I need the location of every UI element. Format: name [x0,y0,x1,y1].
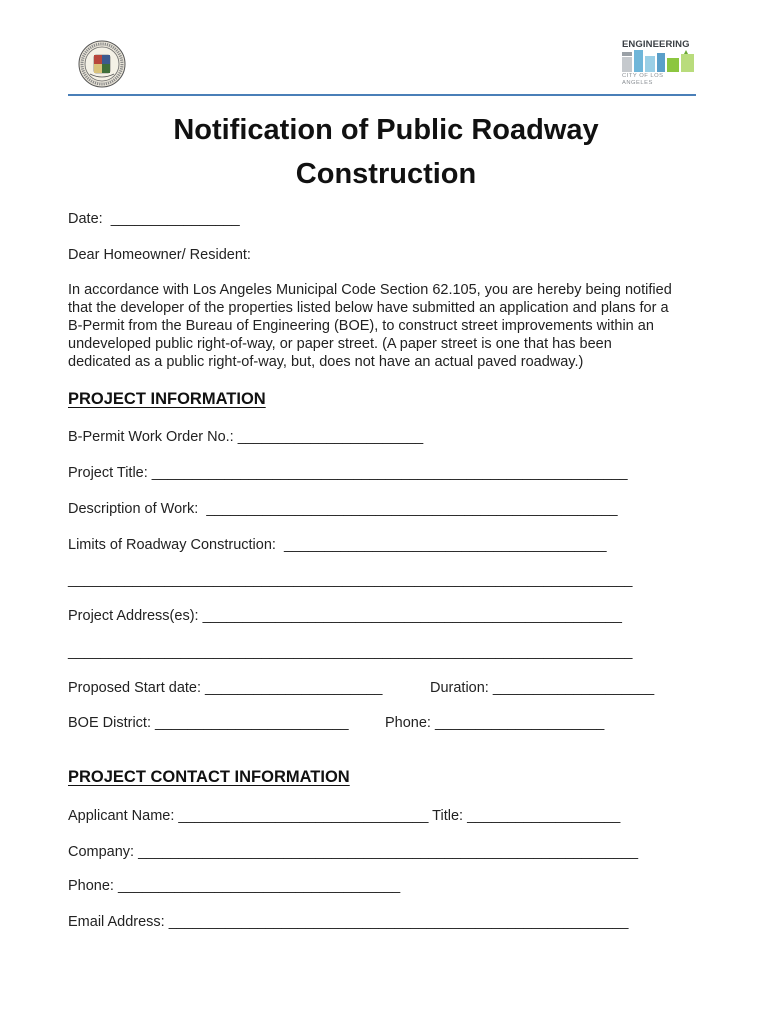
title-line-1: Notification of Public Roadway [173,114,599,146]
work-order-field[interactable]: B-Permit Work Order No.: _______________________ [68,429,424,445]
intro-line: dedicated as a public right-of-way, but, does not have an actual paved roadway.) [68,354,584,370]
phone-field[interactable]: Phone: _____________________ [385,715,605,731]
date-field[interactable]: Date: ________________ [68,211,240,227]
email-field[interactable]: Email Address: _________________________________________________________ [68,914,629,930]
engineering-logo-city: CITY OF LOS ANGELES [622,73,664,86]
limits-field[interactable]: Limits of Roadway Construction: ________________________________________ [68,537,607,553]
start-date-field[interactable]: Proposed Start date: ______________________ [68,680,383,696]
project-title-field[interactable]: Project Title: ___________________________________________________________ [68,465,628,481]
intro-line: that the developer of the properties listed below have submitted an application and plans for a [68,300,669,316]
intro-paragraph [68,281,708,371]
header-divider [68,94,696,96]
project-address-field[interactable]: Project Address(es): ____________________________________________________ [68,608,622,624]
engineering-logo-title: ENGINEERING [622,39,690,50]
intro-line: undeveloped public right-of-way, or paper street. (A paper street is one that has been [68,336,612,352]
company-field[interactable]: Company: ______________________________________________________________ [68,844,639,860]
contact-phone-field[interactable]: Phone: ___________________________________ [68,878,401,894]
applicant-name-field[interactable]: Applicant Name: _______________________________ Title: ___________________ [68,808,621,824]
address-continuation-line[interactable]: ______________________________________________________________________ [68,644,633,660]
limits-continuation-line[interactable]: ______________________________________________________________________ [68,572,633,588]
title-line-2: Construction [295,158,477,190]
city-seal-icon [78,40,126,88]
duration-field[interactable]: Duration: ____________________ [430,680,655,696]
description-field[interactable]: Description of Work: ___________________________________________________ [68,501,618,517]
project-information-heading: PROJECT INFORMATION [68,390,266,408]
project-contact-heading: PROJECT CONTACT INFORMATION [68,768,350,786]
salutation: Dear Homeowner/ Resident: [68,247,251,263]
engineering-logo [622,39,694,86]
boe-district-field[interactable]: BOE District: ________________________ [68,715,349,731]
intro-line: In accordance with Los Angeles Municipal Code Section 62.105, you are hereby being notified [68,282,672,298]
page-title [68,108,704,196]
intro-line: B-Permit from the Bureau of Engineering (BOE), to construct street improvements within an [68,318,654,334]
skyline-icon [622,50,694,72]
